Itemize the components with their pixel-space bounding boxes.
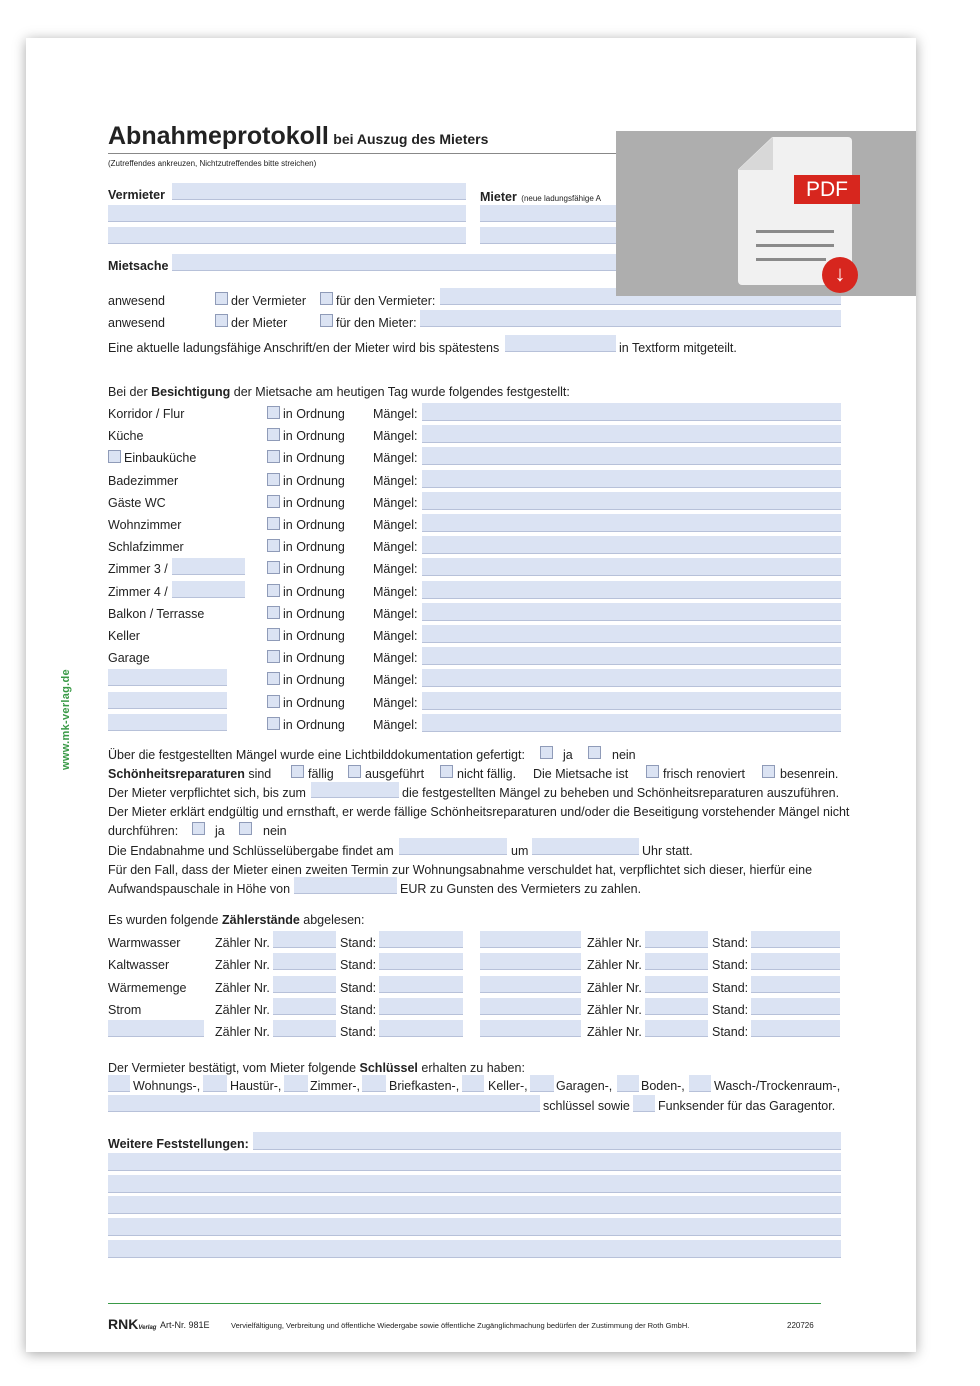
stand-label: Stand:: [712, 981, 749, 995]
doc-line-2: [756, 244, 834, 247]
room-label: Keller: [108, 629, 140, 643]
maengel-field[interactable]: [422, 692, 841, 710]
stand-field-2[interactable]: [751, 953, 840, 970]
zweiter-termin-text: Für den Fall, dass der Mieter einen zweiten Termin zur Wohnungsabnahme verschuldet hat, verpflichtet sich dieser, hierfür eine: [108, 863, 813, 877]
zaehler-nr-field-2[interactable]: [645, 1020, 708, 1037]
anwesend-label-1: anwesend: [108, 294, 165, 308]
stand-label: Stand:: [712, 936, 749, 950]
stand-label: Stand:: [712, 1025, 749, 1039]
in-ordnung-checkbox[interactable]: [267, 628, 280, 641]
footer-logo: RNKVerlag: [108, 1316, 157, 1332]
stand-field[interactable]: [379, 953, 463, 970]
maengel-label: Mängel:: [373, 607, 418, 621]
stand-label: Stand:: [712, 1003, 749, 1017]
zaehler-nr-field[interactable]: [273, 953, 336, 970]
in-ordnung-label: in Ordnung: [283, 673, 345, 687]
maengel-field[interactable]: [422, 714, 841, 732]
maengel-field[interactable]: [422, 492, 841, 510]
vermieter-field-1[interactable]: [172, 183, 466, 200]
meter-name-field-2[interactable]: [480, 976, 581, 993]
zaehler-nr-label: Zähler Nr.: [215, 1003, 270, 1017]
zaehler-nr-field[interactable]: [273, 931, 336, 948]
zaehler-nr-label: Zähler Nr.: [215, 936, 270, 950]
besenrein-checkbox[interactable]: [762, 765, 775, 778]
in-ordnung-label: in Ordnung: [283, 562, 345, 576]
weitere-label: Weitere Feststellungen:: [108, 1137, 249, 1151]
key-count-field[interactable]: [108, 1075, 130, 1092]
maengel-label: Mängel:: [373, 718, 418, 732]
zimmer-name-field[interactable]: [172, 558, 245, 575]
checkbox-mieter[interactable]: [215, 314, 228, 327]
maengel-label: Mängel:: [373, 540, 418, 554]
einbaukueche-checkbox[interactable]: [108, 450, 121, 463]
stand-field-2[interactable]: [751, 998, 840, 1015]
mietsache-field[interactable]: [172, 254, 620, 271]
weitere-field-1[interactable]: [253, 1132, 841, 1150]
opt-der-vermieter: der Vermieter: [231, 294, 307, 308]
room-label: Zimmer 3 /: [108, 562, 168, 576]
meter-label: Wärmemenge: [108, 981, 187, 995]
pauschale-text-end: EUR zu Gunsten des Vermieters zu zahlen.: [400, 882, 642, 896]
frisch-label: frisch renoviert: [663, 767, 745, 781]
address-date-field[interactable]: [505, 335, 616, 352]
in-ordnung-label: in Ordnung: [283, 651, 345, 665]
photo-nein-label: nein: [612, 748, 636, 762]
key-type-label: Zimmer-,: [310, 1079, 360, 1093]
pauschale-field[interactable]: [294, 877, 397, 894]
maengel-label: Mängel:: [373, 673, 418, 687]
maengel-field[interactable]: [422, 558, 841, 576]
verpflichtet-text-end: die festgestellten Mängel zu beheben und Schönheitsreparaturen auszuführen.: [402, 786, 840, 800]
maengel-field[interactable]: [422, 447, 841, 465]
endabnahme-um: um: [511, 844, 529, 858]
faellig-checkbox[interactable]: [291, 765, 304, 778]
download-arrow-icon[interactable]: ↓: [822, 257, 858, 293]
key-type-label: Briefkasten-,: [389, 1079, 460, 1093]
zaehler-nr-field-2[interactable]: [645, 931, 708, 948]
photo-text: Über die festgestellten Mängel wurde eine Lichtbilddokumentation gefertigt:: [108, 748, 525, 762]
endabnahme-date-field[interactable]: [399, 838, 507, 855]
in-ordnung-label: in Ordnung: [283, 607, 345, 621]
room-label: Zimmer 4 /: [108, 585, 168, 599]
mieter-label: Mieter (neue ladungsfähige A: [480, 190, 601, 204]
maengel-label: Mängel:: [373, 585, 418, 599]
meter-label: Kaltwasser: [108, 958, 170, 972]
maengel-field[interactable]: [422, 425, 841, 443]
in-ordnung-checkbox[interactable]: [267, 450, 280, 463]
zaehler-nr-label: Zähler Nr.: [215, 981, 270, 995]
in-ordnung-checkbox[interactable]: [267, 672, 280, 685]
in-ordnung-label: in Ordnung: [283, 585, 345, 599]
stand-label: Stand:: [712, 958, 749, 972]
room-label: Korridor / Flur: [108, 407, 185, 421]
weitere-field-6[interactable]: [108, 1240, 841, 1258]
opt-fuer-mieter: für den Mieter:: [336, 316, 417, 330]
key-type-label: Wasch-/Trockenraum-,: [714, 1079, 841, 1093]
in-ordnung-checkbox[interactable]: [267, 650, 280, 663]
footer-code: 220726: [787, 1321, 814, 1330]
footer-art: Art-Nr. 981E: [160, 1320, 210, 1330]
zaehler-nr-field[interactable]: [273, 998, 336, 1015]
stand-label: Stand:: [340, 1003, 377, 1017]
stand-field-2[interactable]: [751, 1020, 840, 1037]
checkbox-vermieter[interactable]: [215, 292, 228, 305]
key-type-label: Wohnungs-,: [133, 1079, 201, 1093]
room-label: Einbauküche: [124, 451, 197, 465]
in-ordnung-label: in Ordnung: [283, 407, 345, 421]
meter-extra-field[interactable]: [108, 1020, 204, 1037]
maengel-label: Mängel:: [373, 696, 418, 710]
meter-name-field-2[interactable]: [480, 931, 581, 948]
maengel-field[interactable]: [422, 514, 841, 532]
stand-field-2[interactable]: [751, 931, 840, 948]
weitere-field-5[interactable]: [108, 1218, 841, 1236]
pauschale-text: Aufwandspauschale in Höhe von: [108, 882, 291, 896]
room-label: Garage: [108, 651, 150, 665]
durchfuehren-ja-checkbox[interactable]: [192, 822, 205, 835]
schoen-text: Schönheitsreparaturen sind: [108, 767, 272, 781]
meter-name-field-2[interactable]: [480, 998, 581, 1015]
in-ordnung-checkbox[interactable]: [267, 695, 280, 708]
zaehler-nr-label: Zähler Nr.: [215, 958, 270, 972]
room-label: Schlafzimmer: [108, 540, 184, 554]
mietsache-ist-label: Die Mietsache ist: [533, 767, 629, 781]
maengel-label: Mängel:: [373, 629, 418, 643]
keys-schluessel-label: schlüssel sowie: [543, 1099, 630, 1113]
stand-label: Stand:: [340, 958, 377, 972]
nicht-faellig-label: nicht fällig.: [457, 767, 517, 781]
funksender-count-field[interactable]: [633, 1095, 655, 1112]
inspection-text: Bei der Besichtigung der Mietsache am heutigen Tag wurde folgendes festgestellt:: [108, 385, 570, 399]
in-ordnung-label: in Ordnung: [283, 696, 345, 710]
side-url: www.mk-verlag.de: [60, 669, 72, 770]
zaehler-heading: Es wurden folgende Zählerstände abgelesen:: [108, 913, 365, 927]
in-ordnung-label: in Ordnung: [283, 496, 345, 510]
room-label: Balkon / Terrasse: [108, 607, 205, 621]
in-ordnung-label: in Ordnung: [283, 540, 345, 554]
maengel-label: Mängel:: [373, 474, 418, 488]
faellig-label: fällig: [308, 767, 334, 781]
mieter-field-3[interactable]: [480, 227, 620, 244]
weitere-field-4[interactable]: [108, 1196, 841, 1214]
zaehler-nr-field[interactable]: [273, 1020, 336, 1037]
durchfuehren-nein-checkbox[interactable]: [239, 822, 252, 835]
in-ordnung-checkbox[interactable]: [267, 473, 280, 486]
in-ordnung-label: in Ordnung: [283, 429, 345, 443]
durchfuehren-label: durchführen:: [108, 824, 179, 838]
in-ordnung-label: in Ordnung: [283, 518, 345, 532]
maengel-field[interactable]: [422, 669, 841, 687]
room-extra-field[interactable]: [108, 714, 227, 731]
room-label: Wohnzimmer: [108, 518, 182, 532]
vermieter-field-2[interactable]: [108, 205, 466, 222]
stand-field-2[interactable]: [751, 976, 840, 993]
stand-label: Stand:: [340, 1025, 377, 1039]
in-ordnung-checkbox[interactable]: [267, 495, 280, 508]
key-type-label: Keller-,: [488, 1079, 528, 1093]
footer-text: Vervielfältigung, Verbreitung und öffentliche Wiedergabe sowie öffentliche Zugänglichmachung bedürfen der Zustimmung der Roth GmbH.: [231, 1321, 690, 1330]
zaehler-nr-field-2[interactable]: [645, 998, 708, 1015]
in-ordnung-checkbox[interactable]: [267, 406, 280, 419]
stand-label: Stand:: [340, 981, 377, 995]
instruction-text: (Zutreffendes ankreuzen, Nichtzutreffendes bitte streichen): [108, 159, 317, 168]
meter-label: Strom: [108, 1003, 142, 1017]
stand-field[interactable]: [379, 998, 463, 1015]
zaehler-nr-label: Zähler Nr.: [587, 981, 642, 995]
room-extra-field[interactable]: [108, 669, 227, 686]
mietsache-label: Mietsache: [108, 259, 169, 273]
zaehler-nr-label: Zähler Nr.: [215, 1025, 270, 1039]
keys-heading: Der Vermieter bestätigt, vom Mieter folgende Schlüssel erhalten zu haben:: [108, 1061, 525, 1075]
stand-field[interactable]: [379, 1020, 463, 1037]
in-ordnung-label: in Ordnung: [283, 474, 345, 488]
weitere-field-3[interactable]: [108, 1175, 841, 1193]
pdf-badge: PDF: [794, 175, 860, 204]
stand-field[interactable]: [379, 976, 463, 993]
key-count-field[interactable]: [203, 1075, 227, 1092]
zaehler-nr-field-2[interactable]: [645, 976, 708, 993]
anwesend-label-2: anwesend: [108, 316, 165, 330]
key-type-label: Boden-,: [641, 1079, 685, 1093]
in-ordnung-checkbox[interactable]: [267, 561, 280, 574]
endabnahme-statt: Uhr statt.: [642, 844, 693, 858]
key-count-field[interactable]: [689, 1075, 711, 1092]
key-count-field[interactable]: [617, 1075, 639, 1092]
meter-label: Warmwasser: [108, 936, 181, 950]
maengel-field[interactable]: [422, 625, 841, 643]
zaehler-nr-label: Zähler Nr.: [587, 958, 642, 972]
zimmer-name-field[interactable]: [172, 581, 245, 598]
endabnahme-time-field[interactable]: [532, 838, 639, 855]
key-type-label: Haustür-,: [230, 1079, 282, 1093]
in-ordnung-checkbox[interactable]: [267, 428, 280, 441]
maengel-label: Mängel:: [373, 518, 418, 532]
key-type-label: Garagen-,: [556, 1079, 613, 1093]
erklaert-text: Der Mieter erklärt endgültig und ernsthaft, er werde fällige Schönheitsreparaturen und/oder die Beseitigung vorstehender Mängel nicht: [108, 805, 850, 819]
opt-der-mieter: der Mieter: [231, 316, 288, 330]
frisch-checkbox[interactable]: [646, 765, 659, 778]
maengel-label: Mängel:: [373, 407, 418, 421]
in-ordnung-checkbox[interactable]: [267, 606, 280, 619]
in-ordnung-checkbox[interactable]: [267, 517, 280, 530]
room-extra-field[interactable]: [108, 692, 227, 709]
photo-ja-checkbox[interactable]: [540, 746, 553, 759]
maengel-field[interactable]: [422, 470, 841, 488]
maengel-label: Mängel:: [373, 562, 418, 576]
maengel-field[interactable]: [422, 581, 841, 599]
maengel-field[interactable]: [422, 603, 841, 621]
vermieter-field-3[interactable]: [108, 227, 466, 244]
maengel-label: Mängel:: [373, 429, 418, 443]
nicht-faellig-checkbox[interactable]: [440, 765, 453, 778]
zaehler-nr-label: Zähler Nr.: [587, 1003, 642, 1017]
meter-name-field-2[interactable]: [480, 1020, 581, 1037]
zaehler-nr-label: Zähler Nr.: [587, 1025, 642, 1039]
durchfuehren-nein-label: nein: [263, 824, 287, 838]
maengel-label: Mängel:: [373, 651, 418, 665]
doc-line-3: [756, 258, 826, 261]
maengel-label: Mängel:: [373, 451, 418, 465]
room-label: Gäste WC: [108, 496, 166, 510]
maengel-label: Mängel:: [373, 496, 418, 510]
stand-label: Stand:: [340, 936, 377, 950]
durchfuehren-ja-label: ja: [215, 824, 225, 838]
vermieter-label: Vermieter: [108, 188, 165, 202]
opt-fuer-vermieter: für den Vermieter:: [336, 294, 436, 308]
ausgefuehrt-checkbox[interactable]: [348, 765, 361, 778]
in-ordnung-label: in Ordnung: [283, 451, 345, 465]
endabnahme-text: Die Endabnahme und Schlüsselübergabe findet am: [108, 844, 394, 858]
address-text-end: in Textform mitgeteilt.: [619, 341, 737, 355]
maengel-field[interactable]: [422, 403, 841, 421]
checkbox-fuer-vermieter[interactable]: [320, 292, 333, 305]
fuer-mieter-field[interactable]: [420, 310, 841, 327]
pdf-download-overlay[interactable]: [616, 131, 916, 296]
in-ordnung-checkbox[interactable]: [267, 539, 280, 552]
zaehler-nr-field[interactable]: [273, 976, 336, 993]
ausgefuehrt-label: ausgeführt: [365, 767, 425, 781]
in-ordnung-checkbox[interactable]: [267, 717, 280, 730]
room-label: Küche: [108, 429, 144, 443]
key-count-field[interactable]: [362, 1075, 386, 1092]
photo-nein-checkbox[interactable]: [588, 746, 601, 759]
key-count-field[interactable]: [530, 1075, 554, 1092]
zaehler-nr-field-2[interactable]: [645, 953, 708, 970]
besenrein-label: besenrein.: [780, 767, 839, 781]
key-count-field[interactable]: [462, 1075, 484, 1092]
verpflichtet-date-field[interactable]: [311, 782, 399, 798]
verpflichtet-text: Der Mieter verpflichtet sich, bis zum: [108, 786, 306, 800]
checkbox-fuer-mieter[interactable]: [320, 314, 333, 327]
address-text: Eine aktuelle ladungsfähige Anschrift/en der Mieter wird bis spätestens: [108, 341, 500, 355]
maengel-field[interactable]: [422, 647, 841, 665]
in-ordnung-label: in Ordnung: [283, 718, 345, 732]
page-title: Abnahmeprotokoll bei Auszug des Mieters: [108, 122, 489, 150]
meter-name-field-2[interactable]: [480, 953, 581, 970]
maengel-field[interactable]: [422, 536, 841, 554]
photo-ja-label: ja: [563, 748, 573, 762]
weitere-field-2[interactable]: [108, 1153, 841, 1171]
key-count-field[interactable]: [284, 1075, 308, 1092]
in-ordnung-checkbox[interactable]: [267, 584, 280, 597]
mieter-field-2[interactable]: [480, 205, 620, 222]
zaehler-nr-label: Zähler Nr.: [587, 936, 642, 950]
room-label: Badezimmer: [108, 474, 179, 488]
doc-line-1: [756, 230, 834, 233]
in-ordnung-label: in Ordnung: [283, 629, 345, 643]
stand-field[interactable]: [379, 931, 463, 948]
funksender-label: Funksender für das Garagentor.: [658, 1099, 836, 1113]
keys-other-field[interactable]: [108, 1095, 540, 1112]
